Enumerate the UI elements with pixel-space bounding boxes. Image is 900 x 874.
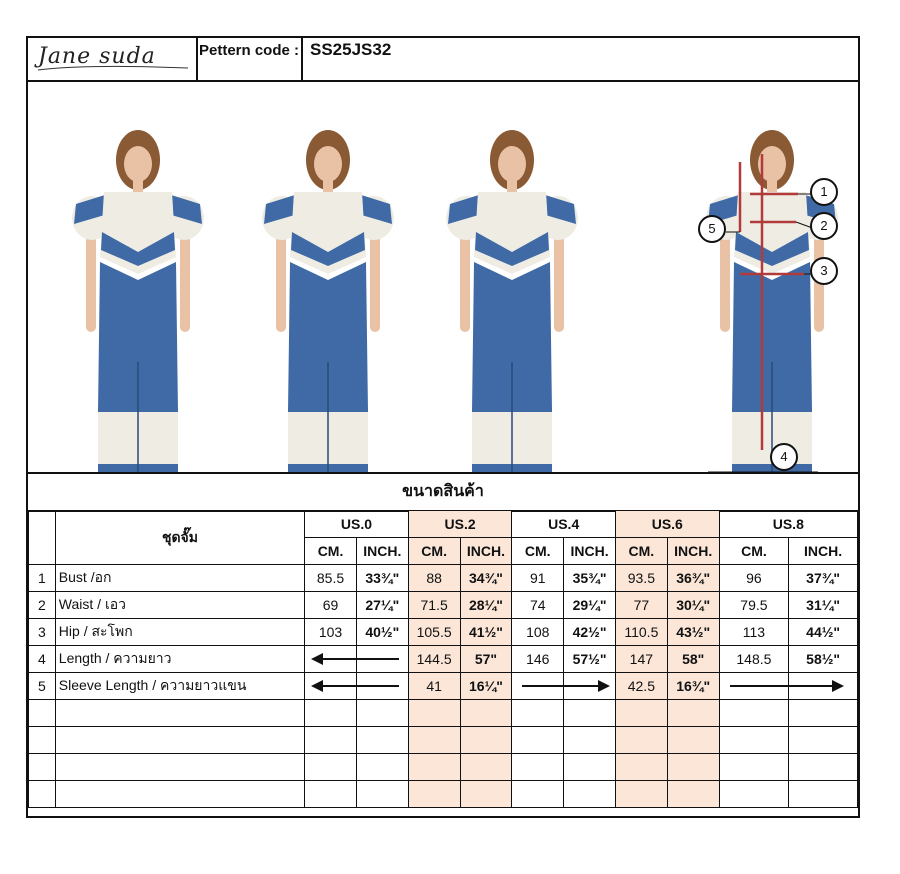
empty-cell [29,754,56,781]
row-index: 3 [29,619,56,646]
cm-value: 96 [719,565,789,592]
inch-value: 57½" [564,646,616,673]
empty-cell [356,781,408,808]
size-table [28,510,858,808]
row-index: 1 [29,565,56,592]
empty-cell [55,754,304,781]
row-index: 4 [29,646,56,673]
cm-value: 42.5 [615,673,667,700]
inch-value: 16¼" [460,673,512,700]
inch-value: 34¾" [460,565,512,592]
empty-cell [305,700,357,727]
arrow-left-icon [309,673,413,699]
inch-value: 44½" [789,619,858,646]
inch-value: 58½" [789,646,858,673]
callout-4: 4 [770,443,798,471]
empty-row [29,700,858,727]
empty-cell [789,781,858,808]
arrow-right-icon [516,673,620,699]
inch-value: 36¾" [667,565,719,592]
callout-5: 5 [698,215,726,243]
arrow-right-icon [724,673,854,699]
empty-cell [305,727,357,754]
size-us0: US.0 [305,511,409,538]
empty-cell [564,781,616,808]
empty-cell [667,700,719,727]
size-us2: US.2 [408,511,512,538]
unit-inch: INCH. [356,538,408,565]
row-label: Waist / เอว [55,592,304,619]
row-index: 2 [29,592,56,619]
product-label: ชุดจั๊ม [55,511,304,565]
pattern-code-label: Pettern code : [197,38,303,80]
inch-value: 31¼" [789,592,858,619]
callout-2: 2 [810,212,838,240]
inch-value: 27¼" [356,592,408,619]
empty-cell [615,700,667,727]
cm-value: 71.5 [408,592,460,619]
empty-cell [55,727,304,754]
cm-value: 144.5 [408,646,460,673]
inch-value: 41½" [460,619,512,646]
size-us6: US.6 [615,511,719,538]
cm-value: 113 [719,619,789,646]
empty-cell [564,700,616,727]
empty-cell [789,727,858,754]
model-figures [28,82,858,472]
callout-1: 1 [810,178,838,206]
empty-cell [356,727,408,754]
table-title: ขนาดสินค้า [28,474,858,512]
empty-cell [512,727,564,754]
empty-cell [460,781,512,808]
empty-cell [719,754,789,781]
inch-value: 28¼" [460,592,512,619]
empty-cell [460,727,512,754]
empty-cell [615,754,667,781]
size-us4: US.4 [512,511,616,538]
unit-cm: CM. [512,538,564,565]
empty-cell [667,727,719,754]
empty-row [29,781,858,808]
empty-cell [460,754,512,781]
empty-cell [789,700,858,727]
cm-value: 108 [512,619,564,646]
size-chart-sheet [26,36,860,818]
unit-cm: CM. [305,538,357,565]
empty-cell [356,754,408,781]
inch-value: 37¾" [789,565,858,592]
empty-cell [789,754,858,781]
cm-value: 105.5 [408,619,460,646]
size-header-row [29,511,858,538]
inch-value: 29¼" [564,592,616,619]
inch-value: 57" [460,646,512,673]
cm-value: 85.5 [305,565,357,592]
inch-value: 16¾" [667,673,719,700]
empty-cell [55,700,304,727]
unit-inch: INCH. [460,538,512,565]
empty-cell [408,727,460,754]
cm-value: 110.5 [615,619,667,646]
empty-cell [667,781,719,808]
inch-value: 58" [667,646,719,673]
row-label: Bust /อก [55,565,304,592]
empty-cell [305,781,357,808]
cm-value: 103 [305,619,357,646]
empty-row [29,727,858,754]
empty-cell [564,754,616,781]
inch-value: 35¾" [564,565,616,592]
cm-value: 146 [512,646,564,673]
cm-value [305,673,357,700]
cm-value [719,673,789,700]
size-us8: US.8 [719,511,857,538]
empty-cell [408,700,460,727]
row-label: Length / ความยาว [55,646,304,673]
brand-logo-text: Jane suda [38,44,156,69]
inch-value: 42½" [564,619,616,646]
cm-value: 88 [408,565,460,592]
table-row [29,619,858,646]
empty-cell [356,700,408,727]
cm-value: 148.5 [719,646,789,673]
cm-value: 77 [615,592,667,619]
cm-value: 147 [615,646,667,673]
cm-value: 79.5 [719,592,789,619]
table-row [29,673,858,700]
callout-3: 3 [810,257,838,285]
empty-cell [719,727,789,754]
empty-cell [305,754,357,781]
empty-cell [667,754,719,781]
cm-value: 91 [512,565,564,592]
brand-logo [28,38,198,80]
row-label: Hip / สะโพก [55,619,304,646]
pattern-code-value: SS25JS32 [310,40,392,59]
cm-value [512,673,564,700]
empty-cell [29,781,56,808]
empty-cell [512,754,564,781]
table-row [29,565,858,592]
cm-value: 74 [512,592,564,619]
logo-underline [28,38,196,80]
empty-cell [29,700,56,727]
header [28,38,858,82]
unit-inch: INCH. [789,538,858,565]
unit-cm: CM. [408,538,460,565]
table-row [29,592,858,619]
unit-cm: CM. [719,538,789,565]
row-index: 5 [29,673,56,700]
empty-cell [408,754,460,781]
cm-value [305,646,357,673]
empty-cell [615,781,667,808]
row-label: Sleeve Length / ความยาวแขน [55,673,304,700]
empty-cell [29,727,56,754]
empty-row [29,754,858,781]
unit-inch: INCH. [667,538,719,565]
empty-cell [408,781,460,808]
empty-cell [55,781,304,808]
unit-inch: INCH. [564,538,616,565]
inch-value: 43½" [667,619,719,646]
empty-cell [460,700,512,727]
empty-cell [512,700,564,727]
unit-cm: CM. [615,538,667,565]
table-row [29,646,858,673]
inch-value: 40½" [356,619,408,646]
arrow-left-icon [309,646,413,672]
empty-cell [512,781,564,808]
inch-value: 30¼" [667,592,719,619]
empty-cell [719,781,789,808]
product-photos [28,82,858,474]
cm-value: 69 [305,592,357,619]
empty-cell [615,727,667,754]
inch-value: 33¾" [356,565,408,592]
index-header [29,511,56,565]
cm-value: 93.5 [615,565,667,592]
empty-cell [719,700,789,727]
empty-cell [564,727,616,754]
cm-value: 41 [408,673,460,700]
